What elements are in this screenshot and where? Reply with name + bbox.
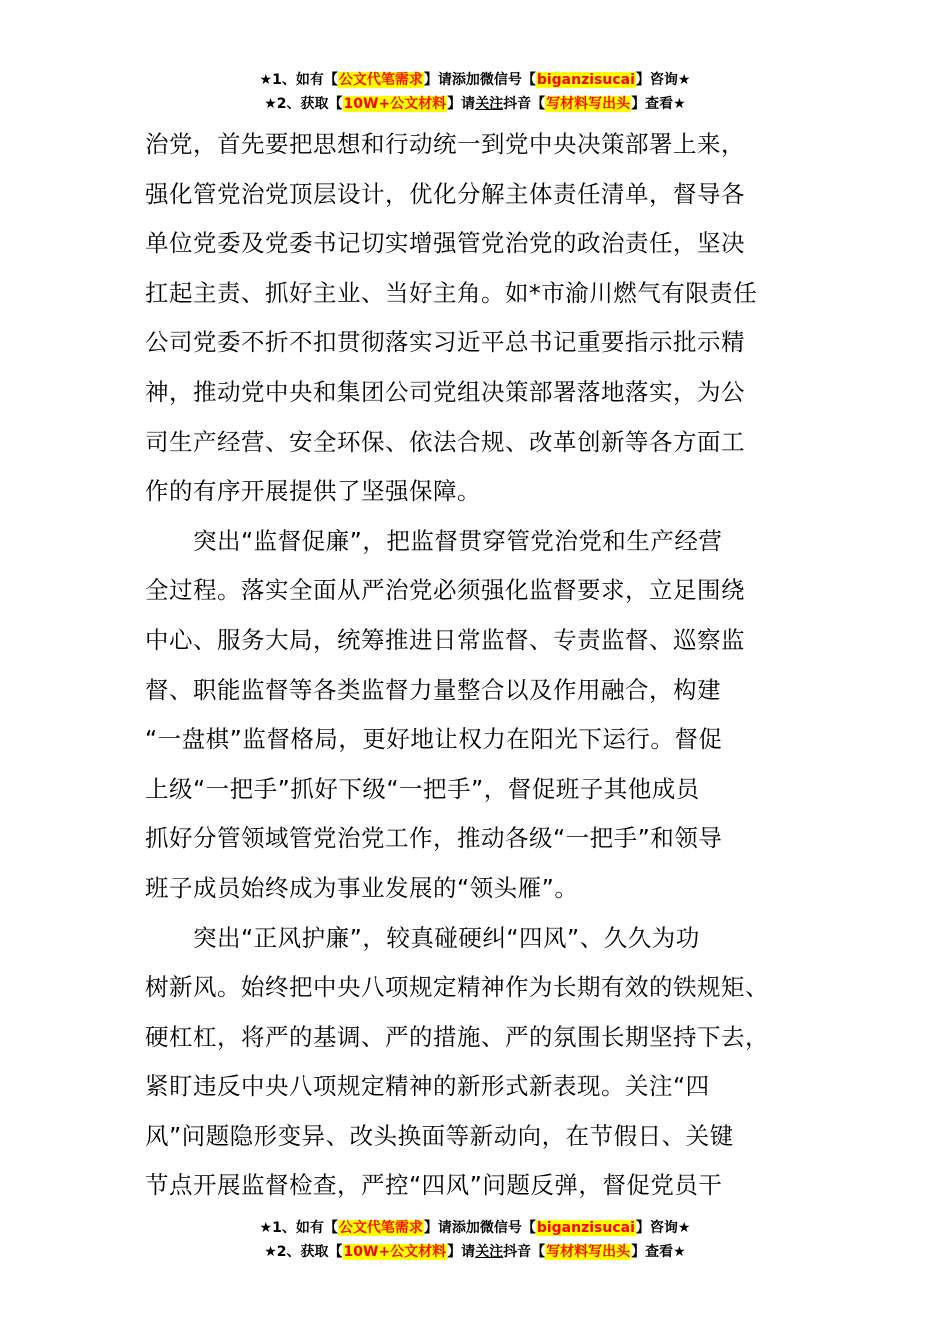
banner-line-2: ★2、获取【10W+公文材料】请关注抖音【写材料写出头】查看★ xyxy=(264,96,686,112)
body-line: 全过程。落实全面从严治党必须强化监督要求，立足围绕 xyxy=(145,576,745,605)
highlight-service: 公文代笔需求 xyxy=(338,72,423,88)
body-line: “一盘棋”监督格局，更好地让权力在阳光下运行。督促 xyxy=(145,725,723,754)
footer-banner xyxy=(0,1216,950,1264)
body-line: 节点开展监督检查，严控“四风”问题反弹，督促党员干 xyxy=(145,1171,723,1200)
body-line: 公司党委不折不扣贯彻落实习近平总书记重要指示批示精 xyxy=(145,328,745,357)
body-line: 督、职能监督等各类监督力量整合以及作用融合，构建 xyxy=(145,675,721,704)
highlight-materials: 10W+公文材料 xyxy=(343,96,447,112)
highlight-service: 公文代笔需求 xyxy=(338,1220,423,1236)
highlight-douyin-account: 写材料写出头 xyxy=(546,96,631,112)
body-line: 上级“一把手”抓好下级“一把手”，督促班子其他成员 xyxy=(145,774,700,803)
body-line: 扛起主责、抓好主业、当好主角。如*市渝川燃气有限责任 xyxy=(145,278,758,307)
body-line: 紧盯违反中央八项规定精神的新形式新表现。关注“四 xyxy=(145,1072,710,1101)
header-banner xyxy=(0,68,950,116)
body-line: 抓好分管领域管党治党工作，推动各级“一把手”和领导 xyxy=(145,824,723,853)
banner-line-1: ★1、如有【公文代笔需求】请添加微信号【biganzisucai】咨询★ xyxy=(259,72,691,88)
paragraph-start-line: 突出“正风护廉”，较真碰硬纠“四风”、久久为功 xyxy=(193,923,700,952)
body-line: 风”问题隐形变异、改头换面等新动向，在节假日、关键 xyxy=(145,1121,734,1150)
banner-line-1: ★1、如有【公文代笔需求】请添加微信号【biganzisucai】咨询★ xyxy=(259,1220,691,1236)
highlight-douyin-account: 写材料写出头 xyxy=(546,1244,631,1260)
body-line: 班子成员始终成为事业发展的“领头雁”。 xyxy=(145,873,579,902)
body-line: 治党，首先要把思想和行动统一到党中央决策部署上来， xyxy=(145,130,745,158)
body-line: 神，推动党中央和集团公司党组决策部署落地落实，为公 xyxy=(145,377,745,406)
body-line: 中心、服务大局，统筹推进日常监督、专责监督、巡察监 xyxy=(145,625,745,654)
body-line: 强化管党治党顶层设计，优化分解主体责任清单，督导各 xyxy=(145,179,745,208)
document-body xyxy=(145,120,810,1211)
highlight-wechat-id: biganzisucai xyxy=(536,72,635,88)
body-line: 单位党委及党委书记切实增强管党治党的政治责任，坚决 xyxy=(145,229,745,258)
highlight-wechat-id: biganzisucai xyxy=(536,1220,635,1236)
body-line: 树新风。始终把中央八项规定精神作为长期有效的铁规矩、 xyxy=(145,973,769,1002)
highlight-materials: 10W+公文材料 xyxy=(343,1244,447,1260)
body-line: 硬杠杠，将严的基调、严的措施、严的氛围长期坚持下去， xyxy=(145,1022,769,1051)
paragraph-start-line: 突出“监督促廉”，把监督贯穿管党治党和生产经营 xyxy=(193,526,723,555)
body-line: 作的有序开展提供了坚强保障。 xyxy=(145,477,481,506)
body-line: 司生产经营、安全环保、依法合规、改革创新等各方面工 xyxy=(145,427,745,456)
banner-line-2: ★2、获取【10W+公文材料】请关注抖音【写材料写出头】查看★ xyxy=(264,1244,686,1260)
